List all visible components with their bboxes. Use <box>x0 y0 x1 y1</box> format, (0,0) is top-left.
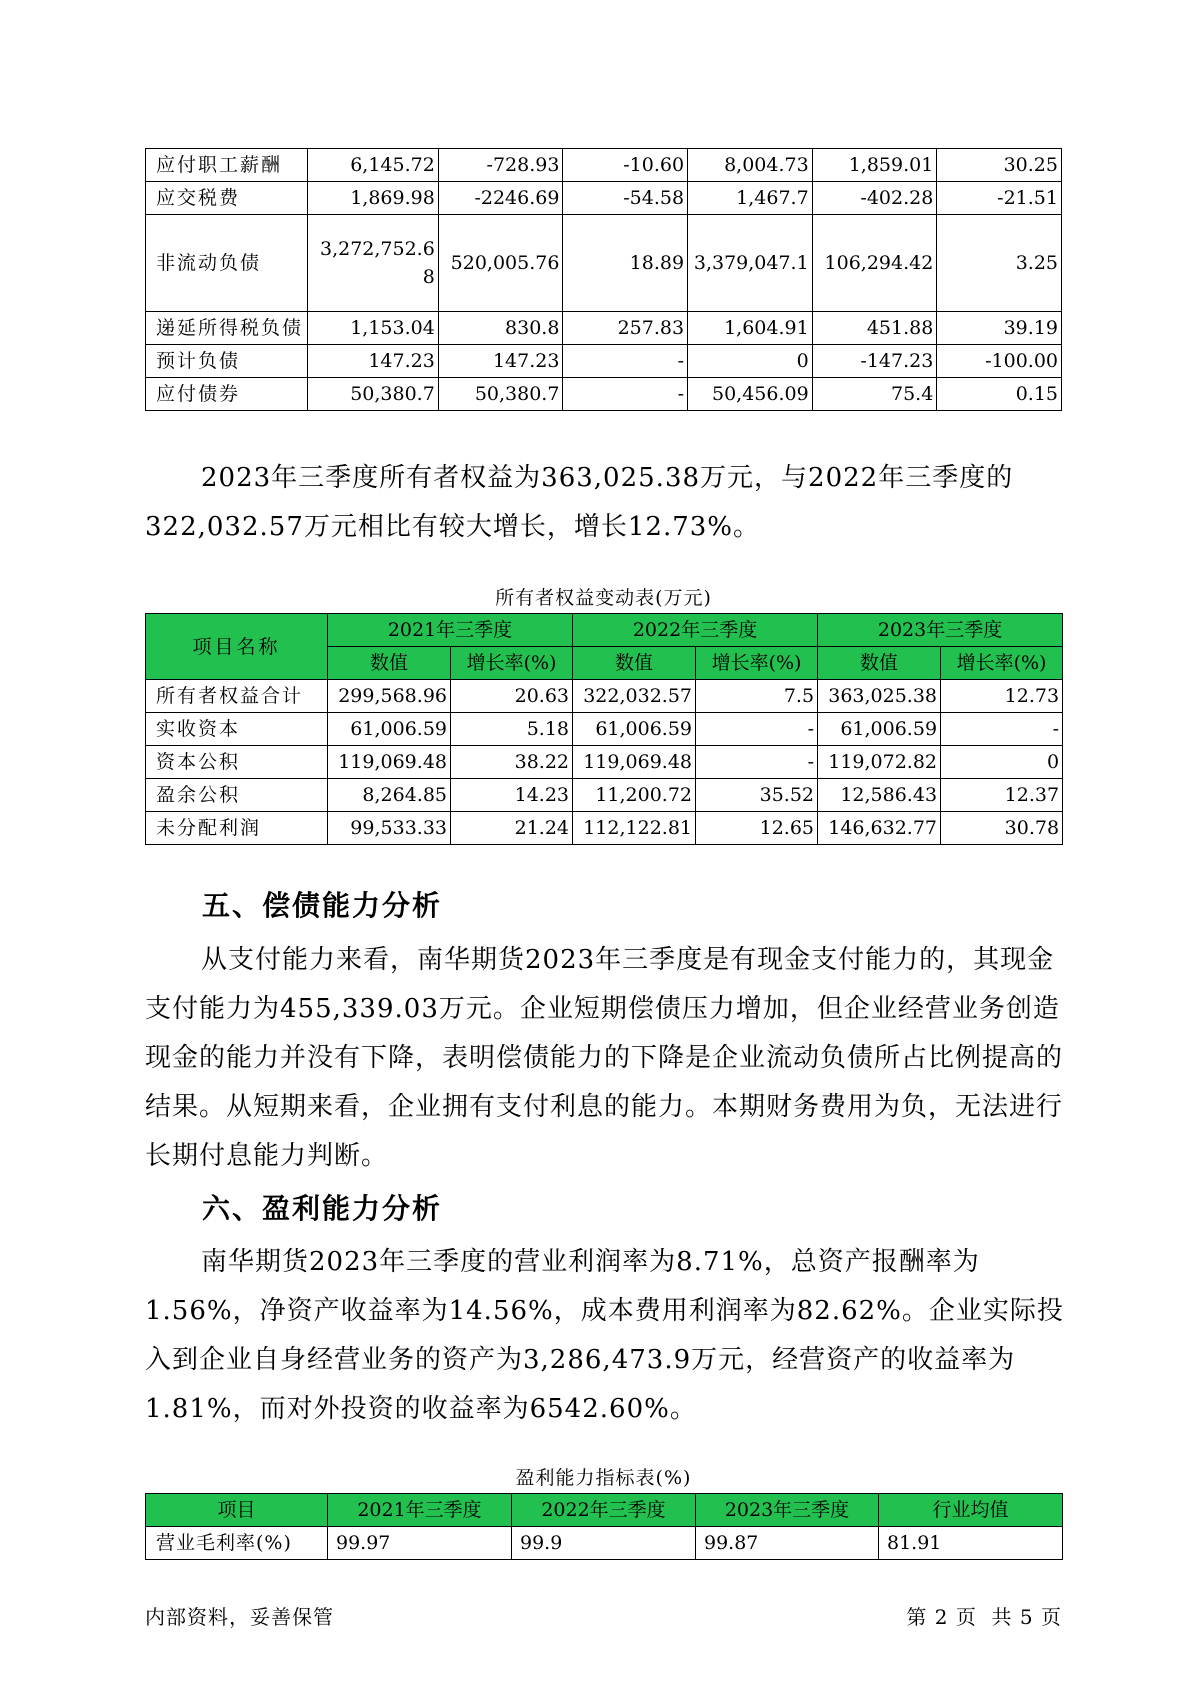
table-row <box>146 182 1062 215</box>
profitability-table <box>145 1493 1063 1560</box>
cell: 12,586.43 <box>818 779 941 812</box>
cell: -10.60 <box>563 149 688 182</box>
profitability-table-caption: 盈利能力指标表(%) <box>515 1467 692 1489</box>
cell: 12.73 <box>941 680 1063 713</box>
cell: 1,869.98 <box>308 182 439 215</box>
cell: 0.15 <box>937 378 1062 411</box>
header-period: 2022年三季度 <box>512 1494 696 1527</box>
row-label: 应交税费 <box>146 182 308 215</box>
cell: 14.23 <box>451 779 573 812</box>
table-row <box>146 746 1063 779</box>
cell: 830.8 <box>438 312 563 345</box>
cell: 50,380.7 <box>438 378 563 411</box>
cell: 7.5 <box>696 680 818 713</box>
equity-table <box>145 613 1063 845</box>
cell: 119,069.48 <box>328 746 451 779</box>
cell: 3,272,752.68 <box>308 215 439 312</box>
subheader-value: 数值 <box>328 647 451 680</box>
cell: 81.91 <box>879 1527 1063 1560</box>
table-row <box>146 345 1062 378</box>
cell: 12.65 <box>696 812 818 845</box>
footer-confidential: 内部资料，妥善保管 <box>145 1605 334 1629</box>
table-row <box>146 680 1063 713</box>
header-item: 项目名称 <box>146 614 328 680</box>
cell: 257.83 <box>563 312 688 345</box>
subheader-value: 数值 <box>818 647 941 680</box>
cell: - <box>563 345 688 378</box>
cell: 61,006.59 <box>328 713 451 746</box>
cell: 146,632.77 <box>818 812 941 845</box>
header-item: 项目 <box>146 1494 328 1527</box>
cell: - <box>696 746 818 779</box>
cell: 30.78 <box>941 812 1063 845</box>
cell: 21.24 <box>451 812 573 845</box>
cell: 1,467.7 <box>688 182 813 215</box>
row-label: 所有者权益合计 <box>146 680 328 713</box>
cell: 99.87 <box>696 1527 879 1560</box>
row-label: 递延所得税负债 <box>146 312 308 345</box>
subheader-growth: 增长率(%) <box>696 647 818 680</box>
row-label: 资本公积 <box>146 746 328 779</box>
header-industry-avg: 行业均值 <box>879 1494 1063 1527</box>
subheader-growth: 增长率(%) <box>451 647 573 680</box>
cell: 99.97 <box>328 1527 512 1560</box>
cell: 8,264.85 <box>328 779 451 812</box>
cell: 61,006.59 <box>818 713 941 746</box>
cell: 0 <box>941 746 1063 779</box>
table-row <box>146 812 1063 845</box>
cell: 8,004.73 <box>688 149 813 182</box>
header-period: 2023年三季度 <box>696 1494 879 1527</box>
cell: 520,005.76 <box>438 215 563 312</box>
cell: 112,122.81 <box>573 812 696 845</box>
row-label: 非流动负债 <box>146 215 308 312</box>
subheader-value: 数值 <box>573 647 696 680</box>
cell: 119,069.48 <box>573 746 696 779</box>
equity-table-caption: 所有者权益变动表(万元) <box>495 587 712 609</box>
cell: 1,859.01 <box>812 149 937 182</box>
cell: 3,379,047.1 <box>688 215 813 312</box>
cell: 38.22 <box>451 746 573 779</box>
cell: - <box>563 378 688 411</box>
profitability-paragraph: 南华期货2023年三季度的营业利润率为8.71%，总资产报酬率为1.56%，净资产收益率为14.56%，成本费用利润率为82.62%。企业实际投入到企业自身经营业务的资产为3,286,473.9万元，经营资产的收益率为1.81%，而对外投资的收益率为6542.60%。 <box>145 1247 1064 1424</box>
table-header-row <box>146 1494 1063 1527</box>
cell: 30.25 <box>937 149 1062 182</box>
cell: 147.23 <box>438 345 563 378</box>
cell: -147.23 <box>812 345 937 378</box>
table-row <box>146 779 1063 812</box>
row-label: 实收资本 <box>146 713 328 746</box>
cell: 5.18 <box>451 713 573 746</box>
table-row <box>146 215 1062 312</box>
header-period: 2023年三季度 <box>818 614 1063 647</box>
cell: 11,200.72 <box>573 779 696 812</box>
cell: -100.00 <box>937 345 1062 378</box>
cell: -21.51 <box>937 182 1062 215</box>
cell: 50,456.09 <box>688 378 813 411</box>
cell: -728.93 <box>438 149 563 182</box>
cell: 3.25 <box>937 215 1062 312</box>
solvency-paragraph: 从支付能力来看，南华期货2023年三季度是有现金支付能力的，其现金支付能力为455,339.03万元。企业短期偿债压力增加，但企业经营业务创造现金的能力并没有下降，表明偿债能力的下降是企业流动负债所占比例提高的结果。从短期来看，企业拥有支付利息的能力。本期财务费用为负，无法进行长期付息能力判断。 <box>145 945 1064 1171</box>
table-header-row <box>146 614 1063 647</box>
cell: 451.88 <box>812 312 937 345</box>
cell: 106,294.42 <box>812 215 937 312</box>
row-label: 应付债券 <box>146 378 308 411</box>
cell: 18.89 <box>563 215 688 312</box>
cell: 12.37 <box>941 779 1063 812</box>
row-label: 盈余公积 <box>146 779 328 812</box>
table-row <box>146 312 1062 345</box>
table-row <box>146 149 1062 182</box>
cell: 99,533.33 <box>328 812 451 845</box>
cell: 61,006.59 <box>573 713 696 746</box>
header-period: 2021年三季度 <box>328 614 573 647</box>
header-period: 2022年三季度 <box>573 614 818 647</box>
row-label: 未分配利润 <box>146 812 328 845</box>
footer-page-number: 第 2 页 共 5 页 <box>906 1605 1062 1629</box>
cell: 147.23 <box>308 345 439 378</box>
cell: 75.4 <box>812 378 937 411</box>
liabilities-table <box>145 148 1062 411</box>
cell: 119,072.82 <box>818 746 941 779</box>
cell: 1,604.91 <box>688 312 813 345</box>
cell: 363,025.38 <box>818 680 941 713</box>
cell: - <box>696 713 818 746</box>
equity-paragraph: 2023年三季度所有者权益为363,025.38万元，与2022年三季度的322,032.57万元相比有较大增长，增长12.73%。 <box>145 463 1014 542</box>
cell: - <box>941 713 1063 746</box>
cell: 35.52 <box>696 779 818 812</box>
row-label: 应付职工薪酬 <box>146 149 308 182</box>
cell: 299,568.96 <box>328 680 451 713</box>
cell: -2246.69 <box>438 182 563 215</box>
table-row <box>146 1527 1063 1560</box>
row-label: 营业毛利率(%) <box>146 1527 328 1560</box>
cell: 99.9 <box>512 1527 696 1560</box>
cell: 39.19 <box>937 312 1062 345</box>
table-row <box>146 378 1062 411</box>
section-heading-solvency: 五、偿债能力分析 <box>202 889 443 922</box>
cell: -402.28 <box>812 182 937 215</box>
cell: 6,145.72 <box>308 149 439 182</box>
section-heading-profitability: 六、盈利能力分析 <box>202 1192 443 1225</box>
header-period: 2021年三季度 <box>328 1494 512 1527</box>
cell: -54.58 <box>563 182 688 215</box>
row-label: 预计负债 <box>146 345 308 378</box>
cell: 322,032.57 <box>573 680 696 713</box>
subheader-growth: 增长率(%) <box>941 647 1063 680</box>
cell: 20.63 <box>451 680 573 713</box>
table-row <box>146 713 1063 746</box>
cell: 1,153.04 <box>308 312 439 345</box>
cell: 0 <box>688 345 813 378</box>
cell: 50,380.7 <box>308 378 439 411</box>
